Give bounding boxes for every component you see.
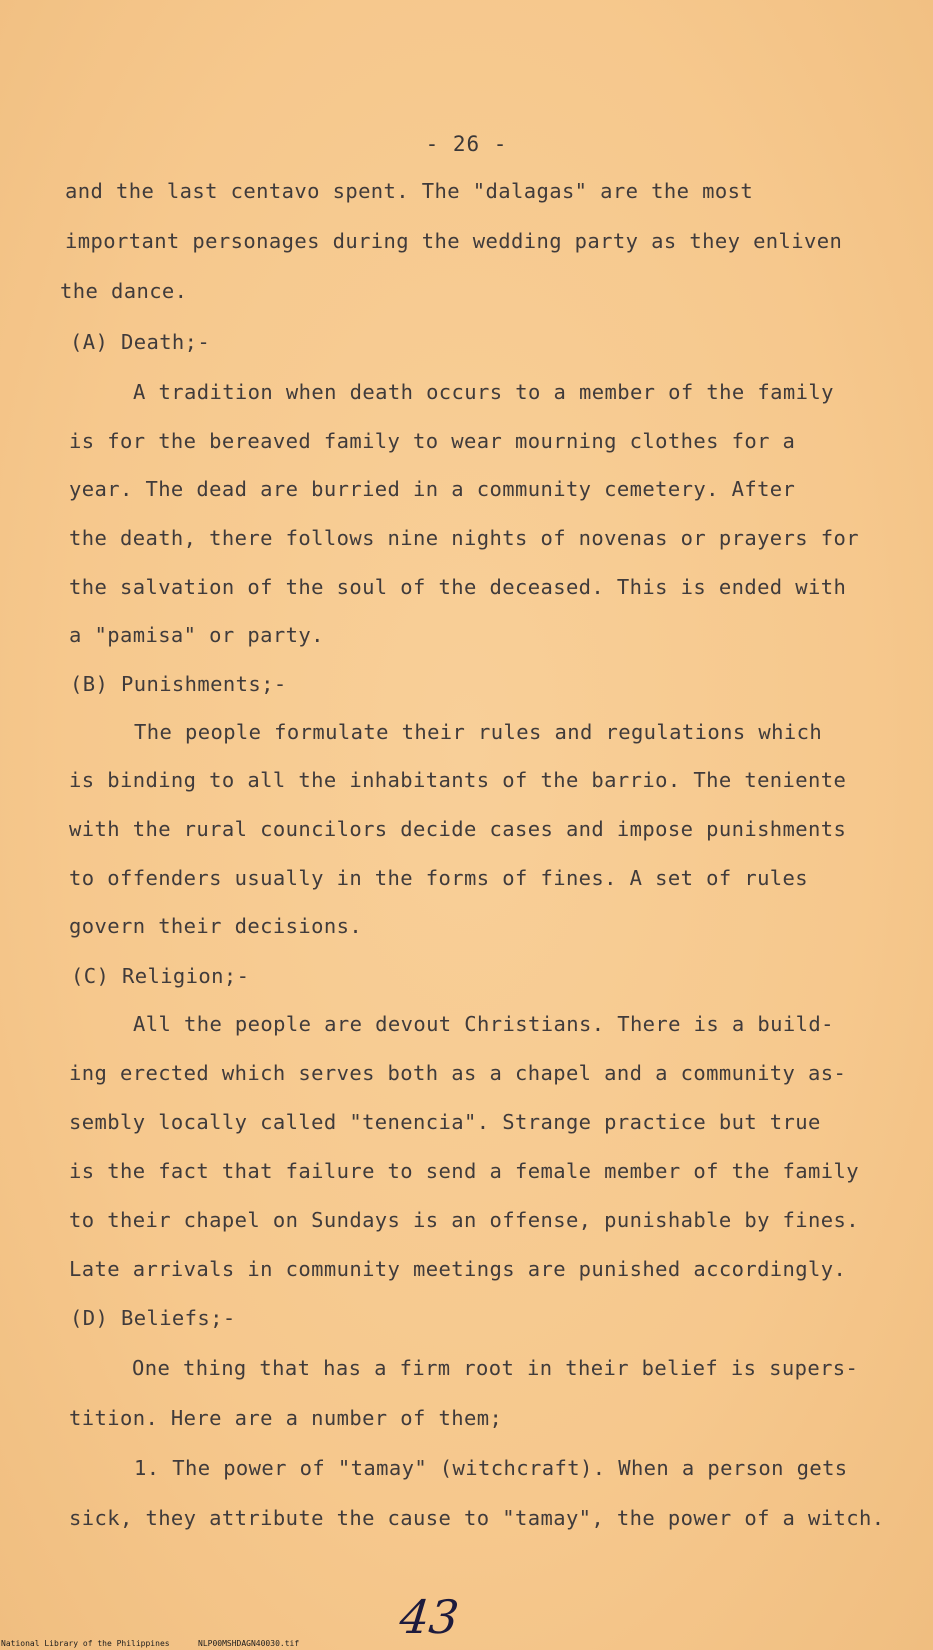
text-line: year. The dead are burried in a community cemetery. After — [69, 477, 796, 501]
handwritten-page-mark: 43 — [397, 1590, 462, 1644]
text-line: sick, they attribute the cause to "tamay", the power of a witch. — [69, 1506, 885, 1530]
text-line: to offenders usually in the forms of fines. A set of rules — [69, 866, 809, 890]
text-line: tition. Here are a number of them; — [69, 1406, 503, 1430]
text-line: with the rural councilors decide cases and impose punishments — [69, 817, 847, 841]
text-line: a "pamisa" or party. — [69, 623, 324, 647]
text-line: and the last centavo spent. The "dalagas" are the most — [65, 179, 754, 203]
text-line: sembly locally called "tenencia". Strange practice but true — [69, 1110, 821, 1134]
text-line: to their chapel on Sundays is an offense, punishable by fines. — [69, 1208, 860, 1232]
text-line: One thing that has a firm root in their belief is supers- — [132, 1356, 859, 1380]
text-line: is binding to all the inhabitants of the barrio. The teniente — [69, 768, 847, 792]
text-line: govern their decisions. — [69, 914, 363, 938]
text-line: ing erected which serves both as a chapel and a community as- — [69, 1061, 847, 1085]
footer-file-id: NLP00MSHDAGN40030.tif — [198, 1639, 300, 1648]
text-line: Late arrivals in community meetings are punished accordingly. — [69, 1257, 847, 1281]
page-number: - 26 - — [425, 132, 508, 156]
text-line: is for the bereaved family to wear mourning clothes for a — [69, 429, 796, 453]
footer-library-name: National Library of the Philippines — [1, 1639, 170, 1648]
text-line: the dance. — [60, 279, 188, 303]
scan-footer — [0, 1637, 933, 1650]
section-heading-punishments: (B) Punishments;- — [70, 672, 287, 696]
text-line: the death, there follows nine nights of novenas or prayers for — [69, 526, 860, 550]
text-line: All the people are devout Christians. There is a build- — [133, 1012, 834, 1036]
text-line: is the fact that failure to send a female member of the family — [69, 1159, 860, 1183]
section-heading-religion: (C) Religion;- — [71, 964, 250, 988]
text-line: The people formulate their rules and regulations which — [134, 720, 823, 744]
text-line: the salvation of the soul of the deceased. This is ended with — [69, 575, 847, 599]
text-line: 1. The power of "tamay" (witchcraft). When a person gets — [134, 1456, 848, 1480]
section-heading-beliefs: (D) Beliefs;- — [70, 1306, 236, 1330]
section-heading-death: (A) Death;- — [70, 330, 211, 354]
text-line: important personages during the wedding party as they enliven — [65, 229, 843, 253]
text-line: A tradition when death occurs to a member of the family — [133, 380, 834, 404]
